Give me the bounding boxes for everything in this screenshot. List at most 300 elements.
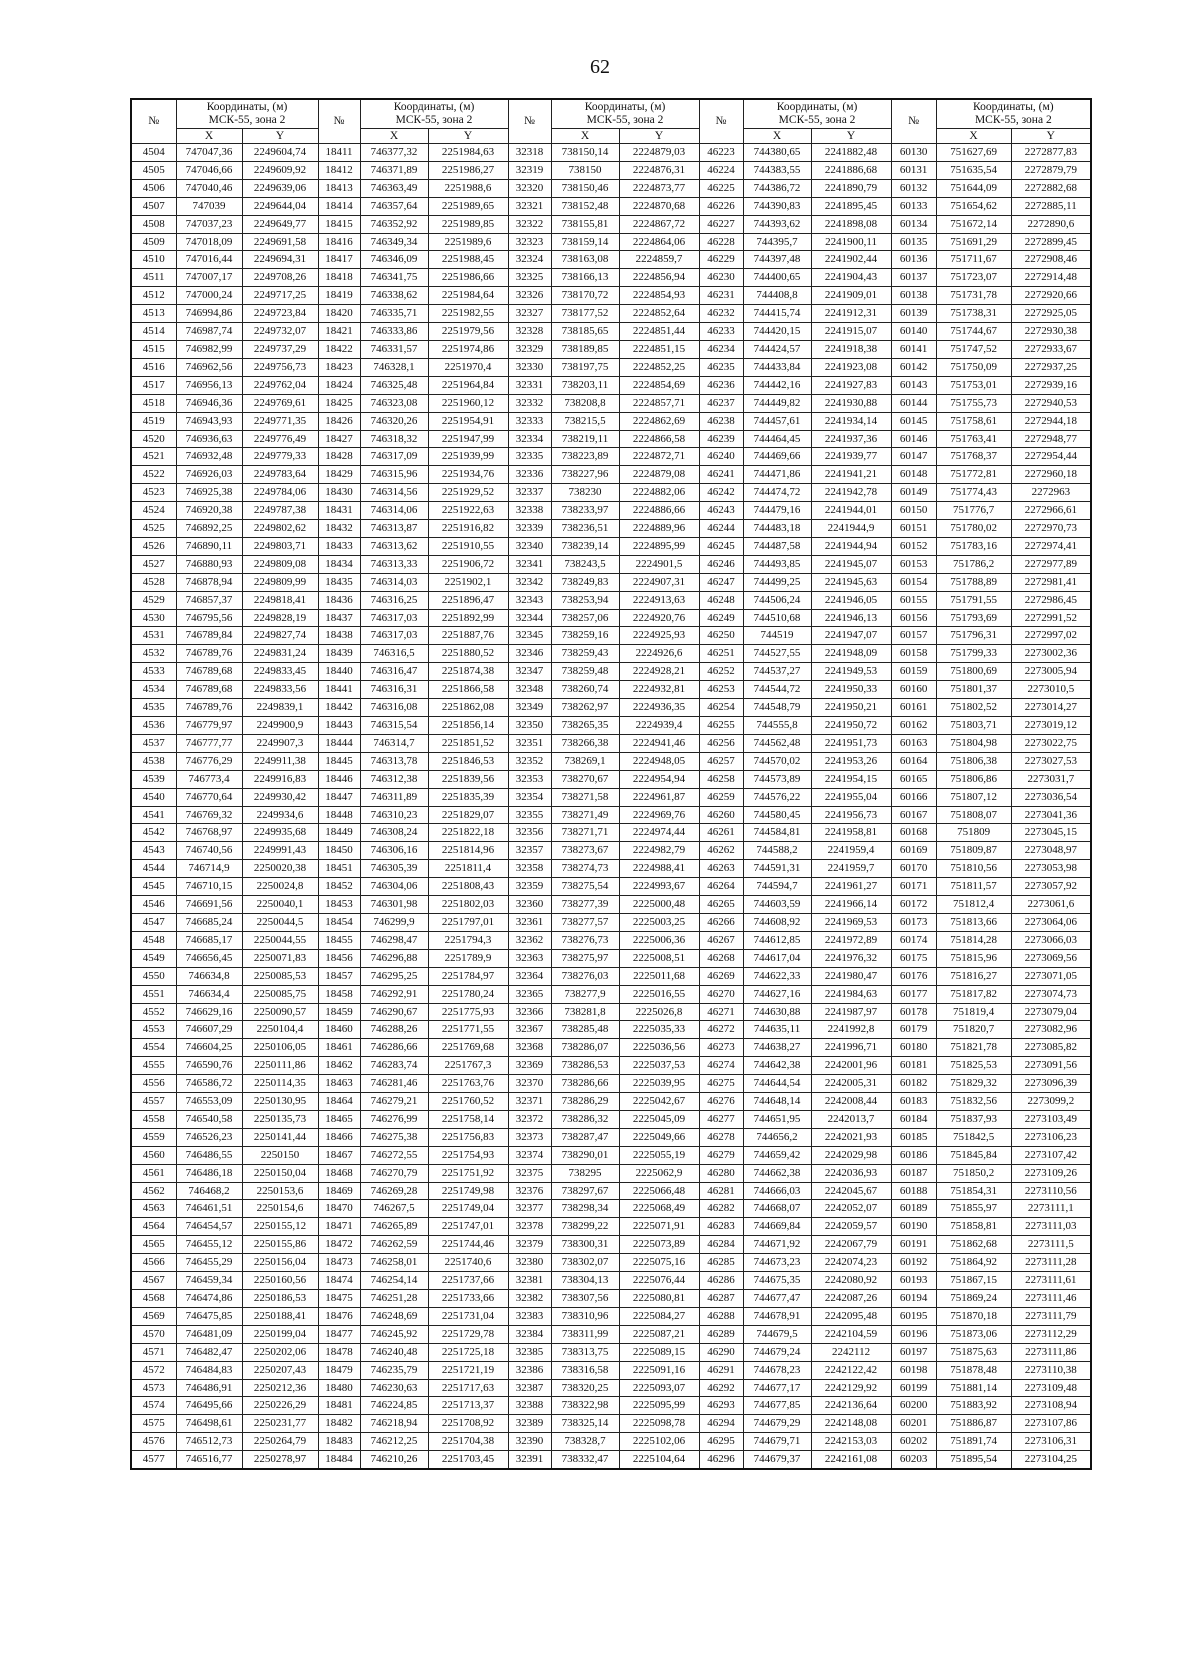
point-number-cell: 4567 [131, 1272, 176, 1290]
coord-y-cell: 2273112,29 [1011, 1325, 1091, 1343]
point-number-cell: 18449 [318, 824, 360, 842]
coord-x-cell: 744622,33 [743, 967, 811, 985]
coord-y-cell: 2225093,07 [619, 1379, 699, 1397]
point-number-cell: 32371 [508, 1093, 551, 1111]
coord-x-cell: 738310,96 [551, 1307, 619, 1325]
point-number-cell: 46249 [699, 609, 743, 627]
point-number-cell: 4542 [131, 824, 176, 842]
coord-x-cell: 751816,27 [936, 967, 1011, 985]
point-number-cell: 60186 [891, 1146, 936, 1164]
point-number-cell: 4525 [131, 520, 176, 538]
coord-y-cell: 2251763,76 [428, 1075, 508, 1093]
coord-y-cell: 2251954,91 [428, 412, 508, 430]
coord-x-cell: 746363,49 [360, 179, 428, 197]
point-number-cell: 18461 [318, 1039, 360, 1057]
coord-x-cell: 746710,15 [176, 878, 242, 896]
point-number-cell: 46223 [699, 144, 743, 162]
coord-x-cell: 738203,11 [551, 376, 619, 394]
coord-y-cell: 2224870,68 [619, 197, 699, 215]
point-number-cell: 18476 [318, 1307, 360, 1325]
point-number-cell: 46293 [699, 1397, 743, 1415]
point-number-cell: 18411 [318, 144, 360, 162]
table-row [131, 931, 1091, 949]
coord-x-cell: 751731,78 [936, 287, 1011, 305]
point-number-cell: 46290 [699, 1343, 743, 1361]
point-number-cell: 18484 [318, 1451, 360, 1469]
coord-y-cell: 2272970,73 [1011, 520, 1091, 538]
coord-y-cell: 2251814,96 [428, 842, 508, 860]
coord-y-cell: 2251811,4 [428, 860, 508, 878]
coord-y-cell: 2241886,68 [811, 161, 891, 179]
point-number-cell: 60156 [891, 609, 936, 627]
coord-x-cell: 746328,1 [360, 358, 428, 376]
point-number-cell: 18414 [318, 197, 360, 215]
point-number-cell: 32323 [508, 233, 551, 251]
point-number-cell: 60133 [891, 197, 936, 215]
coord-y-cell: 2224982,79 [619, 842, 699, 860]
coord-y-cell: 2251744,46 [428, 1236, 508, 1254]
point-number-cell: 18432 [318, 520, 360, 538]
point-number-cell: 60197 [891, 1343, 936, 1361]
coord-y-cell: 2249769,61 [242, 394, 318, 412]
coord-y-cell: 2251749,04 [428, 1200, 508, 1218]
table-row [131, 878, 1091, 896]
coord-y-cell: 2225080,81 [619, 1290, 699, 1308]
coord-x-cell: 744479,16 [743, 502, 811, 520]
coordinates-table [130, 98, 1092, 1470]
coord-x-cell: 746317,03 [360, 609, 428, 627]
coord-x-cell: 738320,25 [551, 1379, 619, 1397]
point-number-cell: 4526 [131, 537, 176, 555]
coord-x-cell: 746240,48 [360, 1343, 428, 1361]
coord-x-cell: 751806,86 [936, 770, 1011, 788]
point-number-cell: 32331 [508, 376, 551, 394]
coord-x-cell: 751850,2 [936, 1164, 1011, 1182]
coord-x-cell: 746281,46 [360, 1075, 428, 1093]
coord-x-cell: 744677,47 [743, 1290, 811, 1308]
coord-x-cell: 746306,16 [360, 842, 428, 860]
point-number-cell: 18481 [318, 1397, 360, 1415]
coord-x-cell: 746516,77 [176, 1451, 242, 1469]
coord-y-cell: 2251989,65 [428, 197, 508, 215]
coord-x-cell: 744424,57 [743, 340, 811, 358]
point-number-cell: 60136 [891, 251, 936, 269]
coord-x-cell: 744457,61 [743, 412, 811, 430]
coord-y-cell: 2241946,13 [811, 609, 891, 627]
point-number-cell: 46231 [699, 287, 743, 305]
coord-y-cell: 2251902,1 [428, 573, 508, 591]
coord-y-cell: 2272997,02 [1011, 627, 1091, 645]
coord-x-cell: 751786,2 [936, 555, 1011, 573]
coord-y-cell: 2251771,55 [428, 1021, 508, 1039]
coord-x-cell: 738163,08 [551, 251, 619, 269]
coord-x-cell: 751810,56 [936, 860, 1011, 878]
point-number-cell: 4506 [131, 179, 176, 197]
column-header-x: X [551, 129, 619, 144]
point-number-cell: 60139 [891, 305, 936, 323]
coord-x-cell: 744603,59 [743, 896, 811, 914]
coord-y-cell: 2272908,46 [1011, 251, 1091, 269]
coord-x-cell: 744679,5 [743, 1325, 811, 1343]
point-number-cell: 60180 [891, 1039, 936, 1057]
point-number-cell: 60169 [891, 842, 936, 860]
table-row [131, 1128, 1091, 1146]
point-number-cell: 18464 [318, 1093, 360, 1111]
point-number-cell: 32325 [508, 269, 551, 287]
coord-y-cell: 2272939,16 [1011, 376, 1091, 394]
coord-x-cell: 747039 [176, 197, 242, 215]
coord-x-cell: 744668,07 [743, 1200, 811, 1218]
coord-x-cell: 751881,14 [936, 1379, 1011, 1397]
coord-y-cell: 2251737,66 [428, 1272, 508, 1290]
table-row [131, 1343, 1091, 1361]
coord-y-cell: 2241950,33 [811, 681, 891, 699]
coord-y-cell: 2250186,53 [242, 1290, 318, 1308]
coord-x-cell: 751878,48 [936, 1361, 1011, 1379]
point-number-cell: 46273 [699, 1039, 743, 1057]
coord-y-cell: 2249609,92 [242, 161, 318, 179]
coord-y-cell: 2225049,66 [619, 1128, 699, 1146]
point-number-cell: 46286 [699, 1272, 743, 1290]
point-number-cell: 18416 [318, 233, 360, 251]
coord-x-cell: 746714,9 [176, 860, 242, 878]
point-number-cell: 18427 [318, 430, 360, 448]
coord-x-cell: 746276,99 [360, 1110, 428, 1128]
point-number-cell: 18451 [318, 860, 360, 878]
coord-x-cell: 738259,48 [551, 663, 619, 681]
coord-y-cell: 2250264,79 [242, 1433, 318, 1451]
coord-x-cell: 744666,03 [743, 1182, 811, 1200]
coord-y-cell: 2225104,64 [619, 1451, 699, 1469]
point-number-cell: 60183 [891, 1093, 936, 1111]
coord-y-cell: 2251846,53 [428, 752, 508, 770]
coord-y-cell: 2251866,58 [428, 681, 508, 699]
coord-x-cell: 751723,07 [936, 269, 1011, 287]
coord-x-cell: 744390,83 [743, 197, 811, 215]
coord-x-cell: 746316,31 [360, 681, 428, 699]
coord-y-cell: 2273106,23 [1011, 1128, 1091, 1146]
column-group-header: Координаты, (м) МСК-55, зона 2 [551, 99, 699, 129]
point-number-cell: 32321 [508, 197, 551, 215]
coord-x-cell: 751873,06 [936, 1325, 1011, 1343]
coord-x-cell: 738311,99 [551, 1325, 619, 1343]
coord-x-cell: 746925,38 [176, 484, 242, 502]
coord-x-cell: 751806,38 [936, 752, 1011, 770]
table-row [131, 681, 1091, 699]
point-number-cell: 60178 [891, 1003, 936, 1021]
coord-y-cell: 2224907,31 [619, 573, 699, 591]
point-number-cell: 46266 [699, 913, 743, 931]
point-number-cell: 46295 [699, 1433, 743, 1451]
point-number-cell: 18429 [318, 466, 360, 484]
point-number-cell: 60171 [891, 878, 936, 896]
coord-y-cell: 2272885,11 [1011, 197, 1091, 215]
coord-x-cell: 746461,51 [176, 1200, 242, 1218]
coord-y-cell: 2273010,5 [1011, 681, 1091, 699]
coord-y-cell: 2242005,31 [811, 1075, 891, 1093]
table-row [131, 860, 1091, 878]
point-number-cell: 46257 [699, 752, 743, 770]
column-group-header: Координаты, (м) МСК-55, зона 2 [743, 99, 891, 129]
point-number-cell: 46229 [699, 251, 743, 269]
coord-x-cell: 738277,57 [551, 913, 619, 931]
point-number-cell: 46272 [699, 1021, 743, 1039]
coord-x-cell: 746629,16 [176, 1003, 242, 1021]
coord-y-cell: 2250085,53 [242, 967, 318, 985]
point-number-cell: 18442 [318, 699, 360, 717]
point-number-cell: 4515 [131, 340, 176, 358]
coord-y-cell: 2225035,33 [619, 1021, 699, 1039]
coord-y-cell: 2224879,03 [619, 144, 699, 162]
coord-x-cell: 744537,27 [743, 663, 811, 681]
coord-y-cell: 2225008,51 [619, 949, 699, 967]
coord-x-cell: 746789,68 [176, 663, 242, 681]
coord-x-cell: 738271,49 [551, 806, 619, 824]
point-number-cell: 60189 [891, 1200, 936, 1218]
coord-y-cell: 2249827,74 [242, 627, 318, 645]
coord-x-cell: 746316,08 [360, 699, 428, 717]
table-row [131, 484, 1091, 502]
coord-y-cell: 2224993,67 [619, 878, 699, 896]
coord-x-cell: 746926,03 [176, 466, 242, 484]
point-number-cell: 60145 [891, 412, 936, 430]
coord-y-cell: 2241939,77 [811, 448, 891, 466]
coord-x-cell: 751855,97 [936, 1200, 1011, 1218]
table-row [131, 770, 1091, 788]
coord-y-cell: 2224882,06 [619, 484, 699, 502]
coord-y-cell: 2251708,92 [428, 1415, 508, 1433]
point-number-cell: 60193 [891, 1272, 936, 1290]
coord-y-cell: 2241944,9 [811, 520, 891, 538]
coord-x-cell: 751808,07 [936, 806, 1011, 824]
coord-y-cell: 2241976,32 [811, 949, 891, 967]
coord-y-cell: 2242112 [811, 1343, 891, 1361]
coord-y-cell: 2241953,26 [811, 752, 891, 770]
table-row [131, 1110, 1091, 1128]
coord-x-cell: 751845,84 [936, 1146, 1011, 1164]
coord-y-cell: 2249809,08 [242, 555, 318, 573]
point-number-cell: 46232 [699, 305, 743, 323]
coord-y-cell: 2242129,92 [811, 1379, 891, 1397]
point-number-cell: 18437 [318, 609, 360, 627]
column-header-y: Y [428, 129, 508, 144]
point-number-cell: 46248 [699, 591, 743, 609]
coord-x-cell: 738150,14 [551, 144, 619, 162]
coord-y-cell: 2273111,46 [1011, 1290, 1091, 1308]
coord-x-cell: 746590,76 [176, 1057, 242, 1075]
coord-x-cell: 751825,53 [936, 1057, 1011, 1075]
point-number-cell: 18468 [318, 1164, 360, 1182]
table-row [131, 806, 1091, 824]
point-number-cell: 46253 [699, 681, 743, 699]
point-number-cell: 46237 [699, 394, 743, 412]
point-number-cell: 32332 [508, 394, 551, 412]
point-number-cell: 32361 [508, 913, 551, 931]
coord-y-cell: 2273111,86 [1011, 1343, 1091, 1361]
coord-x-cell: 738277,39 [551, 896, 619, 914]
point-number-cell: 46246 [699, 555, 743, 573]
coord-y-cell: 2273110,56 [1011, 1182, 1091, 1200]
point-number-cell: 4509 [131, 233, 176, 251]
coord-y-cell: 2224856,94 [619, 269, 699, 287]
point-number-cell: 60185 [891, 1128, 936, 1146]
point-number-cell: 60162 [891, 717, 936, 735]
point-number-cell: 60137 [891, 269, 936, 287]
point-number-cell: 32320 [508, 179, 551, 197]
coord-x-cell: 746314,03 [360, 573, 428, 591]
coord-y-cell: 2273085,82 [1011, 1039, 1091, 1057]
point-number-cell: 4563 [131, 1200, 176, 1218]
point-number-cell: 4562 [131, 1182, 176, 1200]
point-number-cell: 18441 [318, 681, 360, 699]
coord-x-cell: 746377,32 [360, 144, 428, 162]
coord-x-cell: 751809 [936, 824, 1011, 842]
coord-y-cell: 2251910,55 [428, 537, 508, 555]
coord-y-cell: 2251916,82 [428, 520, 508, 538]
coord-x-cell: 746634,4 [176, 985, 242, 1003]
coord-x-cell: 747016,44 [176, 251, 242, 269]
coord-x-cell: 751883,92 [936, 1397, 1011, 1415]
coord-y-cell: 2224889,96 [619, 520, 699, 538]
coord-x-cell: 751750,09 [936, 358, 1011, 376]
point-number-cell: 32355 [508, 806, 551, 824]
table-row [131, 197, 1091, 215]
point-number-cell: 60175 [891, 949, 936, 967]
coord-x-cell: 744395,7 [743, 233, 811, 251]
coord-x-cell: 751763,41 [936, 430, 1011, 448]
coord-x-cell: 751870,18 [936, 1307, 1011, 1325]
coord-x-cell: 751858,81 [936, 1218, 1011, 1236]
coord-y-cell: 2224852,25 [619, 358, 699, 376]
coord-x-cell: 744415,74 [743, 305, 811, 323]
coord-x-cell: 738300,31 [551, 1236, 619, 1254]
coord-x-cell: 751867,15 [936, 1272, 1011, 1290]
coord-x-cell: 746248,69 [360, 1307, 428, 1325]
coord-x-cell: 751774,43 [936, 484, 1011, 502]
coord-y-cell: 2272960,18 [1011, 466, 1091, 484]
coord-y-cell: 2241937,36 [811, 430, 891, 448]
point-number-cell: 4575 [131, 1415, 176, 1433]
point-number-cell: 4551 [131, 985, 176, 1003]
point-number-cell: 4510 [131, 251, 176, 269]
coord-x-cell: 751813,66 [936, 913, 1011, 931]
point-number-cell: 46294 [699, 1415, 743, 1433]
point-number-cell: 60190 [891, 1218, 936, 1236]
coord-x-cell: 738170,72 [551, 287, 619, 305]
coord-y-cell: 2273048,97 [1011, 842, 1091, 860]
point-number-cell: 4572 [131, 1361, 176, 1379]
column-header-x: X [176, 129, 242, 144]
point-number-cell: 32336 [508, 466, 551, 484]
table-row [131, 251, 1091, 269]
coord-y-cell: 2241918,38 [811, 340, 891, 358]
coord-x-cell: 744555,8 [743, 717, 811, 735]
coord-y-cell: 2249776,49 [242, 430, 318, 448]
point-number-cell: 18428 [318, 448, 360, 466]
point-number-cell: 46288 [699, 1307, 743, 1325]
coord-y-cell: 2251704,38 [428, 1433, 508, 1451]
coord-y-cell: 2250024,8 [242, 878, 318, 896]
coord-x-cell: 751672,14 [936, 215, 1011, 233]
point-number-cell: 4559 [131, 1128, 176, 1146]
coord-y-cell: 2250106,05 [242, 1039, 318, 1057]
coord-y-cell: 2224862,69 [619, 412, 699, 430]
coord-y-cell: 2251769,68 [428, 1039, 508, 1057]
coord-y-cell: 2249756,73 [242, 358, 318, 376]
coord-y-cell: 2251892,99 [428, 609, 508, 627]
point-number-cell: 60179 [891, 1021, 936, 1039]
point-number-cell: 4577 [131, 1451, 176, 1469]
point-number-cell: 32326 [508, 287, 551, 305]
coord-x-cell: 746288,26 [360, 1021, 428, 1039]
coord-x-cell: 738249,83 [551, 573, 619, 591]
point-number-cell: 32364 [508, 967, 551, 985]
coord-x-cell: 746331,57 [360, 340, 428, 358]
coord-x-cell: 738177,52 [551, 305, 619, 323]
coord-y-cell: 2225068,49 [619, 1200, 699, 1218]
point-number-cell: 18425 [318, 394, 360, 412]
point-number-cell: 18433 [318, 537, 360, 555]
coord-y-cell: 2250044,5 [242, 913, 318, 931]
coord-y-cell: 2224852,64 [619, 305, 699, 323]
coord-x-cell: 746892,25 [176, 520, 242, 538]
coord-x-cell: 746789,68 [176, 681, 242, 699]
coord-y-cell: 2251794,3 [428, 931, 508, 949]
coord-y-cell: 2250278,97 [242, 1451, 318, 1469]
point-number-cell: 60187 [891, 1164, 936, 1182]
coord-x-cell: 746946,36 [176, 394, 242, 412]
coord-y-cell: 2250135,73 [242, 1110, 318, 1128]
coord-x-cell: 746982,99 [176, 340, 242, 358]
point-number-cell: 32370 [508, 1075, 551, 1093]
coord-x-cell: 746777,77 [176, 734, 242, 752]
coord-x-cell: 746586,72 [176, 1075, 242, 1093]
coord-y-cell: 2251802,03 [428, 896, 508, 914]
coord-y-cell: 2273036,54 [1011, 788, 1091, 806]
point-number-cell: 46241 [699, 466, 743, 484]
coord-x-cell: 738325,14 [551, 1415, 619, 1433]
coord-y-cell: 2272944,18 [1011, 412, 1091, 430]
coord-x-cell: 744548,79 [743, 699, 811, 717]
coord-y-cell: 2251780,24 [428, 985, 508, 1003]
point-number-cell: 46270 [699, 985, 743, 1003]
point-number-cell: 60182 [891, 1075, 936, 1093]
column-header-y: Y [619, 129, 699, 144]
point-number-cell: 32327 [508, 305, 551, 323]
coord-x-cell: 738239,14 [551, 537, 619, 555]
coord-x-cell: 751796,31 [936, 627, 1011, 645]
point-number-cell: 46283 [699, 1218, 743, 1236]
coord-x-cell: 751811,57 [936, 878, 1011, 896]
coord-y-cell: 2224901,5 [619, 555, 699, 573]
coord-x-cell: 738269,1 [551, 752, 619, 770]
table-row [131, 340, 1091, 358]
coord-x-cell: 738233,97 [551, 502, 619, 520]
coord-y-cell: 2241992,8 [811, 1021, 891, 1039]
coord-x-cell: 744677,17 [743, 1379, 811, 1397]
point-number-cell: 18436 [318, 591, 360, 609]
point-number-cell: 4546 [131, 896, 176, 914]
point-number-cell: 32342 [508, 573, 551, 591]
coord-x-cell: 746486,91 [176, 1379, 242, 1397]
point-number-cell: 32367 [508, 1021, 551, 1039]
point-number-cell: 18470 [318, 1200, 360, 1218]
coord-x-cell: 746262,59 [360, 1236, 428, 1254]
coord-y-cell: 2242153,03 [811, 1433, 891, 1451]
coord-x-cell: 751635,54 [936, 161, 1011, 179]
point-number-cell: 32382 [508, 1290, 551, 1308]
coord-x-cell: 738299,22 [551, 1218, 619, 1236]
